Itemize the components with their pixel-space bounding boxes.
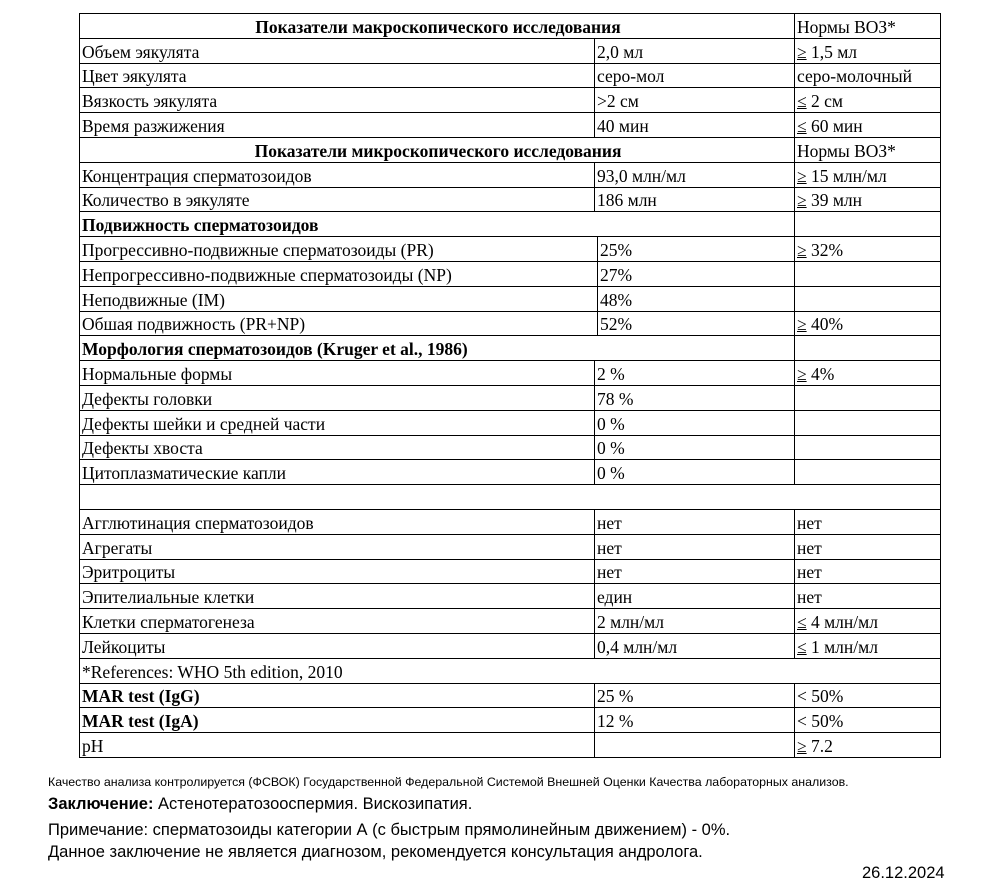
parameter-value: 0 % (595, 410, 795, 435)
norm-cell (795, 683, 941, 708)
parameter-value: нет (595, 559, 795, 584)
parameter-name: Прогрессивно-подвижные сперматозоиды (PR) (80, 237, 598, 262)
table-row (80, 361, 941, 386)
norm-cell (795, 361, 941, 386)
section-header: Показатели микроскопического исследования (80, 137, 795, 162)
parameter-value: 0 % (595, 460, 795, 485)
norm-cell (795, 435, 941, 460)
parameter-value: 48% (598, 286, 795, 311)
table-row (80, 113, 941, 138)
parameter-name: Цвет эякулята (80, 63, 595, 88)
table-row (80, 162, 941, 187)
table-row (80, 733, 941, 758)
norm-cell (795, 385, 941, 410)
norm-value: нет (797, 562, 822, 583)
parameter-name: Количество в эякуляте (80, 187, 595, 212)
parameter-value: 52% (598, 311, 795, 336)
section-title: Подвижность сперматозоидов (80, 212, 795, 237)
norm-sign: ≥ (797, 239, 807, 260)
norm-value: 2 см (806, 91, 843, 112)
norm-value: < 50% (797, 686, 844, 707)
semen-analysis-table (79, 13, 941, 758)
norm-value: 7.2 (806, 735, 833, 756)
parameter-name: Лейкоциты (80, 633, 595, 658)
norm-value: 1,5 мл (806, 41, 858, 62)
table-row (80, 559, 941, 584)
norm-cell (795, 187, 941, 212)
spacer-cell (80, 485, 941, 510)
parameter-name: Непрогрессивно-подвижные сперматозоиды (NP) (80, 261, 598, 286)
parameter-value: 78 % (595, 385, 795, 410)
table-row (80, 534, 941, 559)
norm-cell (795, 88, 941, 113)
micro-header-row (80, 137, 941, 162)
table-row (80, 38, 941, 63)
norm-header: Нормы ВОЗ* (795, 137, 941, 162)
table-row (80, 187, 941, 212)
norm-cell (795, 237, 941, 262)
parameter-value: нет (595, 534, 795, 559)
parameter-name: Нормальные формы (80, 361, 595, 386)
parameter-value: 12 % (595, 708, 795, 733)
table-row (80, 410, 941, 435)
norm-sign: ≥ (797, 41, 807, 62)
parameter-value: 186 млн (595, 187, 795, 212)
norm-cell (795, 38, 941, 63)
norm-value: 39 млн (806, 190, 863, 211)
table-row (80, 311, 941, 336)
norm-sign: ≥ (797, 735, 807, 756)
table-row (80, 633, 941, 658)
parameter-name: Вязкость эякулята (80, 88, 595, 113)
parameter-name: MAR test (IgA) (80, 708, 595, 733)
norm-cell (795, 609, 941, 634)
table-row (80, 460, 941, 485)
table-row (80, 609, 941, 634)
parameter-value (595, 733, 795, 758)
norm-value: 4 млн/мл (806, 611, 878, 632)
parameter-name: Объем эякулята (80, 38, 595, 63)
norm-cell (795, 733, 941, 758)
parameter-name: Обшая подвижность (PR+NP) (80, 311, 598, 336)
section-title: Морфология сперматозоидов (Kruger et al., 1986) (80, 336, 795, 361)
parameter-name: Цитоплазматические капли (80, 460, 595, 485)
table-row (80, 708, 941, 733)
norm-cell (795, 261, 941, 286)
table-row (80, 286, 941, 311)
table-row (80, 88, 941, 113)
norm-cell (795, 162, 941, 187)
parameter-value: 2 % (595, 361, 795, 386)
norm-cell (795, 708, 941, 733)
norm-value: 1 млн/мл (806, 636, 878, 657)
report-date: 26.12.2024 (862, 864, 945, 882)
note: Примечание: сперматозоиды категории А (с быстрым прямолинейным движением) - 0%. (48, 821, 731, 839)
table-row (80, 63, 941, 88)
parameter-name: Дефекты шейки и средней части (80, 410, 595, 435)
table-row (80, 584, 941, 609)
parameter-name: Клетки сперматогенеза (80, 609, 595, 634)
table-row (80, 683, 941, 708)
parameter-name: MAR test (IgG) (80, 683, 595, 708)
parameter-value: серо-мол (595, 63, 795, 88)
norm-sign: ≤ (797, 91, 807, 112)
disclaimer: Данное заключение не является диагнозом, рекомендуется консультация андролога. (48, 843, 703, 861)
norm-value: 15 млн/мл (806, 165, 887, 186)
parameter-value: 0 % (595, 435, 795, 460)
parameter-value: 2 млн/мл (595, 609, 795, 634)
norm-value: нет (797, 587, 822, 608)
norm-header: Нормы ВОЗ* (795, 14, 941, 39)
norm-cell (795, 286, 941, 311)
norm-cell (795, 584, 941, 609)
table-row (80, 435, 941, 460)
parameter-name: Эритроциты (80, 559, 595, 584)
section-header: Показатели макроскопического исследования (80, 14, 795, 39)
parameter-name: Концентрация сперматозоидов (80, 162, 595, 187)
norm-cell (795, 311, 941, 336)
references-note: *References: WHO 5th edition, 2010 (80, 658, 941, 683)
norm-cell (795, 212, 941, 237)
table-row (80, 261, 941, 286)
parameter-name: Агрегаты (80, 534, 595, 559)
spacer-row (80, 485, 941, 510)
conclusion-label: Заключение: (48, 795, 154, 813)
parameter-name: Неподвижные (IM) (80, 286, 598, 311)
conclusion (48, 795, 472, 814)
norm-value: 40% (806, 314, 844, 335)
macro-header-row (80, 14, 941, 39)
references-row (80, 658, 941, 683)
norm-sign: ≥ (797, 314, 807, 335)
norm-value: серо-молочный (797, 66, 912, 87)
parameter-value: 0,4 млн/мл (595, 633, 795, 658)
norm-cell (795, 336, 941, 361)
norm-cell (795, 633, 941, 658)
parameter-value: 25% (598, 237, 795, 262)
parameter-value: нет (595, 509, 795, 534)
norm-value: < 50% (797, 711, 844, 732)
parameter-value: 27% (598, 261, 795, 286)
parameter-value: 2,0 мл (595, 38, 795, 63)
conclusion-text: Астенотератозооспермия. Вискозипатия. (153, 795, 473, 813)
norm-cell (795, 63, 941, 88)
morphology-header-row (80, 336, 941, 361)
parameter-name: Дефекты головки (80, 385, 595, 410)
norm-cell (795, 113, 941, 138)
norm-value: нет (797, 537, 822, 558)
norm-cell (795, 509, 941, 534)
parameter-value: >2 см (595, 88, 795, 113)
parameter-name: Время разжижения (80, 113, 595, 138)
table-row (80, 509, 941, 534)
norm-sign: ≥ (797, 190, 807, 211)
norm-value: 32% (806, 239, 844, 260)
table-row (80, 385, 941, 410)
parameter-name: Дефекты хвоста (80, 435, 595, 460)
norm-cell (795, 534, 941, 559)
norm-value: 60 мин (806, 115, 863, 136)
norm-sign: ≤ (797, 115, 807, 136)
quality-control-note: Качество анализа контролируется (ФСВОК) Государственной Федеральной Системой Внешней Оценки Качества лабораторных анализов. (48, 775, 849, 789)
norm-cell (795, 410, 941, 435)
parameter-value: 40 мин (595, 113, 795, 138)
parameter-value: един (595, 584, 795, 609)
norm-sign: ≥ (797, 363, 807, 384)
parameter-name: pH (80, 733, 595, 758)
norm-value: 4% (806, 363, 835, 384)
motility-header-row (80, 212, 941, 237)
norm-value: нет (797, 512, 822, 533)
parameter-name: Агглютинация сперматозоидов (80, 509, 595, 534)
norm-sign: ≥ (797, 165, 807, 186)
table-row (80, 237, 941, 262)
norm-cell (795, 460, 941, 485)
norm-cell (795, 559, 941, 584)
norm-sign: ≤ (797, 636, 807, 657)
parameter-value: 25 % (595, 683, 795, 708)
parameter-value: 93,0 млн/мл (595, 162, 795, 187)
norm-sign: ≤ (797, 611, 807, 632)
parameter-name: Эпителиальные клетки (80, 584, 595, 609)
